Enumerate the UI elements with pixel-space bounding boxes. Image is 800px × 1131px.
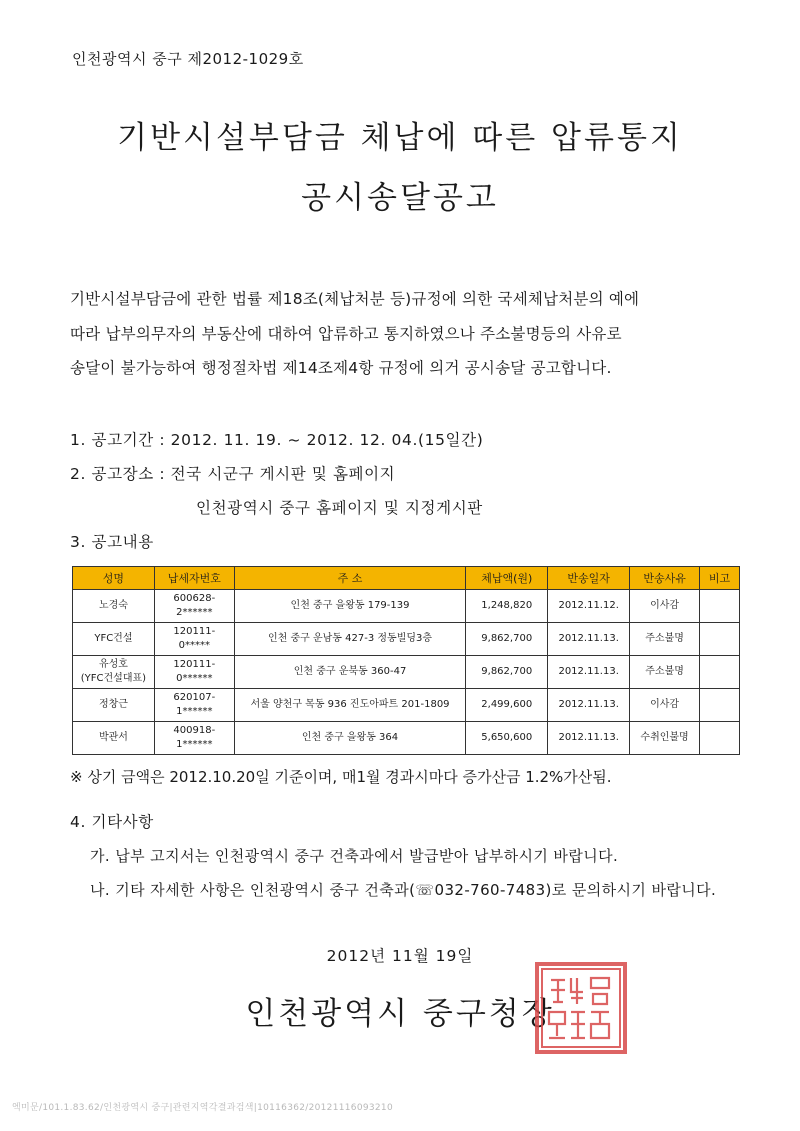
cell-taxpayer-number <box>154 722 234 755</box>
number-part-2: 0****** <box>176 673 213 684</box>
seal-graphic <box>539 966 623 1050</box>
number-part-2: 2****** <box>176 607 213 618</box>
cell-return-date: 2012.11.13. <box>548 689 630 722</box>
cell-address: 인천 중구 을왕동 179-139 <box>234 590 466 623</box>
cell-amount: 2,499,600 <box>466 689 548 722</box>
document-number: 인천광역시 중구 제2012-1029호 <box>72 50 304 68</box>
notice-place-2: 인천광역시 중구 홈페이지 및 지정게시판 <box>196 499 483 517</box>
title-line-1: 기반시설부담금 체납에 따른 압류통지 <box>117 120 683 156</box>
cell-remarks <box>700 689 740 722</box>
number-part-2: 0***** <box>178 640 210 651</box>
other-item-a: 가. 납부 고지서는 인천광역시 중구 건축과에서 발급받아 납부하시기 바랍니다. <box>90 847 619 865</box>
cell-return-date: 2012.11.13. <box>548 623 630 656</box>
number-part-1: 120111- <box>173 659 216 670</box>
name-text: 노경숙 <box>98 600 128 611</box>
cell-address: 인천 중구 운북동 360-47 <box>234 656 466 689</box>
header-remarks: 비고 <box>700 567 740 590</box>
header-return-date: 반송일자 <box>548 567 630 590</box>
number-part-1: 400918- <box>173 725 216 736</box>
cell-address: 인천 중구 을왕동 364 <box>234 722 466 755</box>
print-footer: 엑미문/101.1.83.62/인천광역시 중구|관련지역각결과검색|10116362/20121116093210 <box>12 1103 393 1113</box>
body-line-3: 송달이 불가능하여 행정절차법 제14조제4항 규정에 의거 공시송달 공고합니다. <box>70 359 612 377</box>
header-taxpayer-number: 납세자번호 <box>154 567 234 590</box>
cell-remarks <box>700 590 740 623</box>
cell-taxpayer-number <box>154 689 234 722</box>
cell-address: 인천 중구 운남동 427-3 정동빌딩3층 <box>234 623 466 656</box>
official-seal <box>535 962 627 1054</box>
notice-content-heading: 3. 공고내용 <box>70 533 154 551</box>
cell-taxpayer-number <box>154 623 234 656</box>
cell-amount: 9,862,700 <box>466 656 548 689</box>
title-line-2: 공시송달공고 <box>301 180 499 216</box>
cell-amount: 1,248,820 <box>466 590 548 623</box>
cell-remarks <box>700 623 740 656</box>
notice-period: 1. 공고기간 : 2012. 11. 19. ~ 2012. 12. 04.(15일간) <box>70 431 484 449</box>
table-row <box>73 722 740 755</box>
cell-return-date: 2012.11.13. <box>548 722 630 755</box>
table-header-row <box>73 567 740 590</box>
other-heading: 4. 기타사항 <box>70 813 154 831</box>
number-part-1: 620107- <box>173 692 216 703</box>
cell-amount: 9,862,700 <box>466 623 548 656</box>
cell-name <box>73 656 155 689</box>
cell-name <box>73 689 155 722</box>
cell-amount: 5,650,600 <box>466 722 548 755</box>
header-address: 주 소 <box>234 567 466 590</box>
cell-name <box>73 623 155 656</box>
number-part-1: 600628- <box>173 593 216 604</box>
cell-name <box>73 722 155 755</box>
notice-date: 2012년 11월 19일 <box>326 947 474 965</box>
header-return-reason: 반송사유 <box>630 567 700 590</box>
cell-address: 서울 양천구 목동 936 진도아파트 201-1809 <box>234 689 466 722</box>
number-part-2: 1****** <box>176 739 213 750</box>
body-line-1: 기반시설부담금에 관한 법률 제18조(체납처분 등)규정에 의한 국세체납처분의 예에 <box>70 290 640 308</box>
name-text: 정창근 <box>98 699 128 710</box>
cell-return-reason: 이사감 <box>630 689 700 722</box>
cell-name <box>73 590 155 623</box>
number-part-1: 120111- <box>173 626 216 637</box>
cell-return-reason: 주소불명 <box>630 656 700 689</box>
other-item-b: 나. 기타 자세한 사항은 인천광역시 중구 건축과(☏032-760-7483)로 문의하시기 바랍니다. <box>90 881 717 899</box>
cell-return-reason: 수취인불명 <box>630 722 700 755</box>
table-row <box>73 590 740 623</box>
number-part-2: 1****** <box>176 706 213 717</box>
name-text: 유성호 <box>98 659 128 670</box>
cell-remarks <box>700 656 740 689</box>
notice-place: 2. 공고장소 : 전국 시군구 게시판 및 홈페이지 <box>70 465 396 483</box>
table-row <box>73 656 740 689</box>
name-text: 박관서 <box>98 732 128 743</box>
interest-note: ※ 상기 금액은 2012.10.20일 기준이며, 매1월 경과시마다 증가산금 1.2%가산됨. <box>70 768 612 786</box>
cell-return-date: 2012.11.13. <box>548 656 630 689</box>
cell-return-date: 2012.11.12. <box>548 590 630 623</box>
name-subtext: (YFC건설대표) <box>80 673 147 684</box>
issuer-name: 인천광역시 중구청장 <box>245 996 555 1032</box>
cell-taxpayer-number <box>154 656 234 689</box>
cell-remarks <box>700 722 740 755</box>
cell-return-reason: 이사감 <box>630 590 700 623</box>
body-line-2: 따라 납부의무자의 부동산에 대하여 압류하고 통지하였으나 주소불명등의 사유로 <box>70 325 622 343</box>
cell-return-reason: 주소불명 <box>630 623 700 656</box>
header-name: 성명 <box>73 567 155 590</box>
name-text: YFC건설 <box>94 633 133 644</box>
cell-taxpayer-number <box>154 590 234 623</box>
table-row <box>73 689 740 722</box>
table-row <box>73 623 740 656</box>
header-amount: 체납액(원) <box>466 567 548 590</box>
delinquent-table <box>72 566 740 755</box>
